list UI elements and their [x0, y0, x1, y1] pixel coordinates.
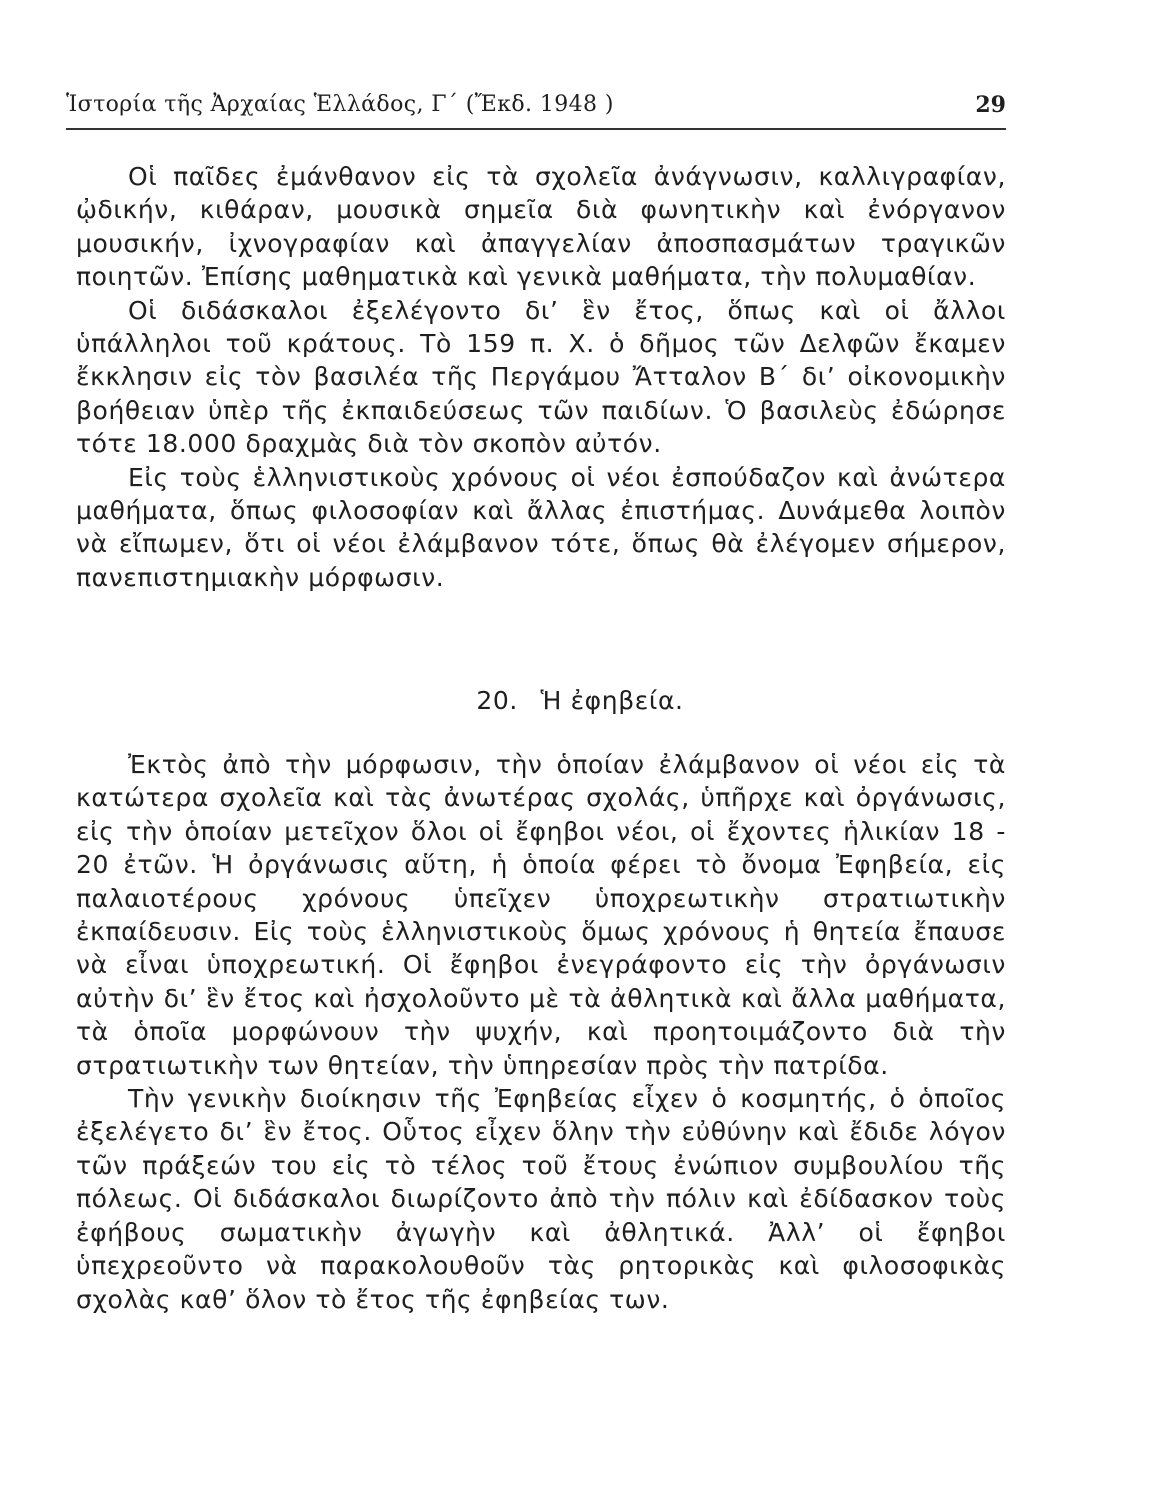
- paragraph: Ἐκτὸς ἀπὸ τὴν μόρφωσιν, τὴν ὁποίαν ἐλάμβανον οἱ νέοι εἰς τὰ κατώτερα σχολεῖα καὶ τὰς ἀνωτέρας σχολάς, ὑπῆρχε καὶ ὀργάνωσις, εἰς τὴν ὁποίαν μετεῖχον ὅλοι οἱ ἔφηβοι νέοι, οἱ ἔχοντες ἡλικίαν 18 - 20 ἐτῶν. Ἡ ὀργάνωσις αὕτη, ἡ ὁποία φέρει τὸ ὄνομα Ἐφηβεία, εἰς παλαιοτέρους χρόνους ὑπεῖχεν ὑποχρεωτικὴν στρατιωτικὴν ἐκπαίδευσιν. Εἰς τοὺς ἑλληνιστικοὺς ὅμως χρόνους ἡ θητεία ἔπαυσε νὰ εἶναι ὑποχρεωτική. Οἱ ἔφηβοι ἐνεγράφοντο εἰς τὴν ὀργάνωσιν αὐτὴν δι’ ἓν ἔτος καὶ ἠσχολοῦντο μὲ τὰ ἀθλητικὰ καὶ ἄλλα μαθήματα, τὰ ὁποῖα μορφώνουν τὴν ψυχήν, καὶ προητοιμάζοντο διὰ τὴν στρατιωτικὴν των θητείαν, τὴν ὑπηρεσίαν πρὸς τὴν πατρίδα.: [76, 750, 1006, 1080]
- paragraph: Οἱ διδάσκαλοι ἐξελέγοντο δι’ ἓν ἔτος, ὅπως καὶ οἱ ἄλλοι ὑπάλληλοι τοῦ κράτους. Τὸ 159 π. Χ. ὁ δῆμος τῶν Δελφῶν ἔκαμεν ἔκκλησιν εἰς τὸν βασιλέα τῆς Περγάμου Ἄτταλον Β΄ δι’ οἰκονομικὴν βοήθειαν ὑπὲρ τῆς ἐκπαιδεύσεως τῶν παιδίων. Ὁ βασιλεὺς ἐδώρησε τότε 18.000 δραχμὰς διὰ τὸν σκοπὸν αὐτόν.: [76, 295, 1006, 459]
- section-number: 20.: [476, 686, 518, 715]
- text-block-after-section: [76, 748, 1006, 1316]
- paragraph: Εἰς τοὺς ἑλληνιστικοὺς χρόνους οἱ νέοι ἐσπούδαζον καὶ ἀνώτερα μαθήματα, ὅπως φιλοσοφίαν καὶ ἄλλας ἐπιστήμας. Δυνάμεθα λοιπὸν νὰ εἴπωμεν, ὅτι οἱ νέοι ἐλάμβανον τότε, ὅπως θὰ ἐλέγομεν σήμερον, πανεπιστημιακὴν μόρφωσιν.: [76, 462, 1006, 592]
- paragraph: Τὴν γενικὴν διοίκησιν τῆς Ἐφηβείας εἶχεν ὁ κοσμητής, ὁ ὁποῖος ἐξελέγετο δι’ ἓν ἔτος. Οὗτος εἶχεν ὅλην τὴν εὐθύνην καὶ ἔδιδε λόγον τῶν πράξεών του εἰς τὸ τέλος τοῦ ἔτους ἐνώπιον συμβουλίου τῆς πόλεως. Οἱ διδάσκαλοι διωρίζοντο ἀπὸ τὴν πόλιν καὶ ἐδίδασκον τοὺς ἐφήβους σωματικὴν ἀγωγὴν καὶ ἀθλητικά. Ἀλλ’ οἱ ἔφηβοι ὑπεχρεοῦντο νὰ παρακολουθοῦν τὰς ρητορικὰς καὶ φιλοσοφικὰς σχολὰς καθ’ ὅλον τὸ ἔτος τῆς ἐφηβείας των.: [76, 1084, 1006, 1314]
- paragraph: Οἱ παῖδες ἐμάνθανον εἰς τὰ σχολεῖα ἀνάγνωσιν, καλλιγραφίαν, ᾠδικήν, κιθάραν, μουσικὰ σημεῖα διὰ φωνητικὴν καὶ ἐνόργανον μουσικήν, ἰχνογραφίαν καὶ ἀπαγγελίαν ἀποσπασμάτων τραγικῶν ποιητῶν. Ἐπίσης μαθηματικὰ καὶ γενικὰ μαθήματα, τὴν πολυμαθίαν.: [76, 162, 1006, 292]
- book-title: Ἱστορία τῆς Ἀρχαίας Ἑλλάδος, Γ΄ (Ἔκδ. 1948 ): [66, 92, 614, 117]
- page-number: 29: [975, 92, 1006, 118]
- section-heading: [0, 684, 1160, 718]
- section-title: Ἡ ἐφηβεία.: [540, 686, 684, 715]
- running-header: [66, 88, 1006, 130]
- text-block-before-section: [76, 160, 1006, 594]
